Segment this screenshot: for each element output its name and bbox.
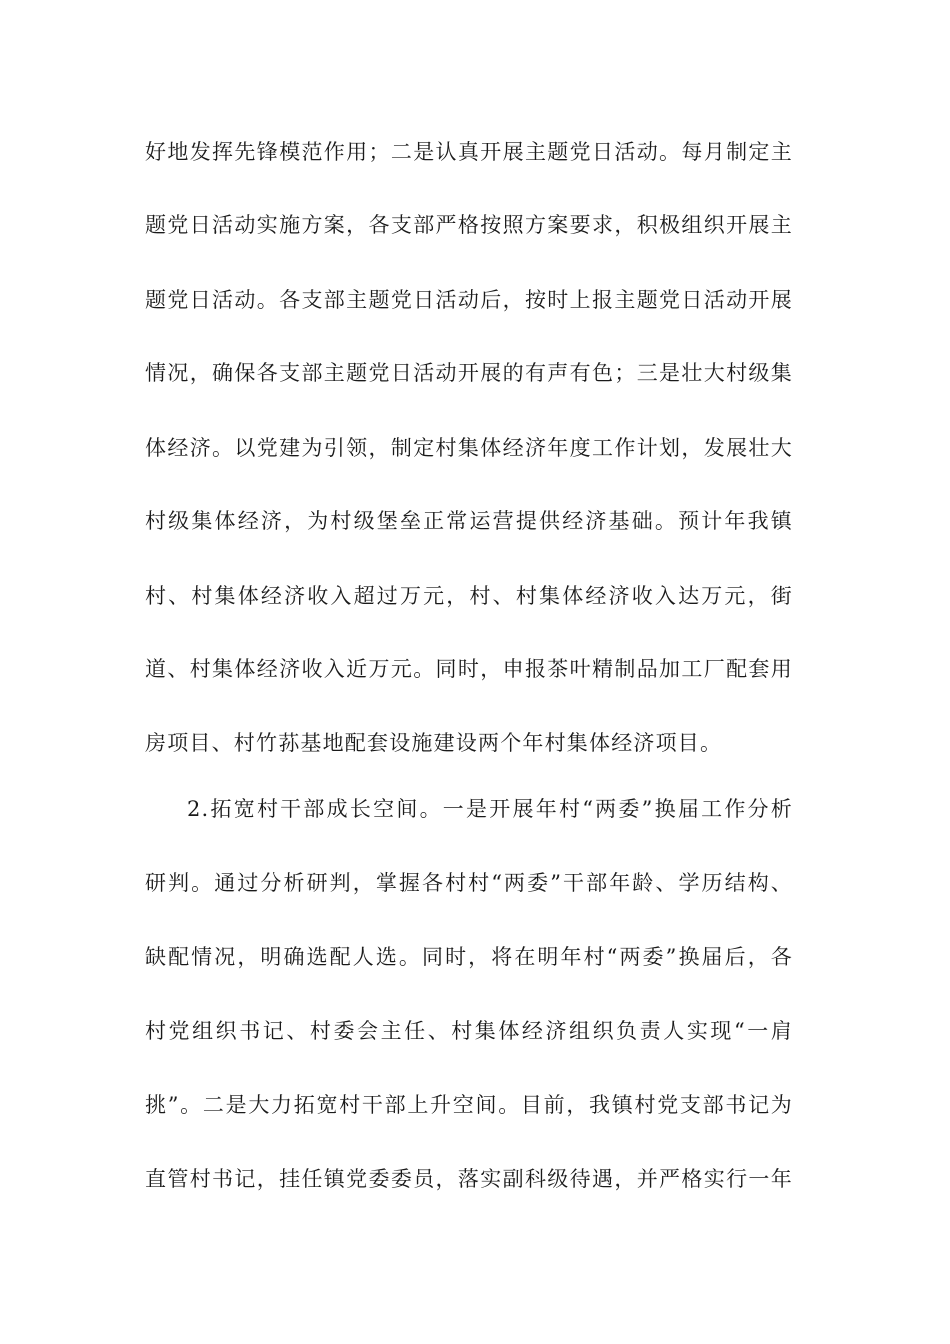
text-line: 村党组织书记、村委会主任、村集体经济组织负责人实现“一肩 <box>145 1019 793 1043</box>
text-line: 村级集体经济，为村级堡垒正常运营提供经济基础。预计年我镇 <box>145 509 793 533</box>
text-line: 直管村书记，挂任镇党委委员，落实副科级待遇，并严格实行一年 <box>145 1167 793 1191</box>
text-line: 道、村集体经济收入近万元。同时，申报茶叶精制品加工厂配套用 <box>145 657 793 681</box>
text-line: 缺配情况，明确选配人选。同时，将在明年村“两委”换届后，各 <box>145 945 793 969</box>
text-line: 挑”。二是大力拓宽村干部上升空间。目前，我镇村党支部书记为 <box>145 1093 793 1117</box>
text-line: 研判。通过分析研判，掌握各村村“两委”干部年龄、学历结构、 <box>145 871 793 895</box>
text-line: 情况，确保各支部主题党日活动开展的有声有色；三是壮大村级集 <box>145 361 793 385</box>
text-line: 村、村集体经济收入超过万元，村、村集体经济收入达万元，街 <box>145 584 793 608</box>
text-line: 房项目、村竹荪基地配套设施建设两个年村集体经济项目。 <box>145 731 723 755</box>
paragraph-start-line: 2.拓宽村干部成长空间。一是开展年村“两委”换届工作分析 <box>187 797 793 821</box>
text-line: 题党日活动实施方案，各支部严格按照方案要求，积极组织开展主 <box>145 213 793 237</box>
text-line: 体经济。以党建为引领，制定村集体经济年度工作计划，发展壮大 <box>145 436 793 460</box>
text-line: 题党日活动。各支部主题党日活动后，按时上报主题党日活动开展 <box>145 288 793 312</box>
text-line: 好地发挥先锋模范作用；二是认真开展主题党日活动。每月制定主 <box>145 140 793 164</box>
